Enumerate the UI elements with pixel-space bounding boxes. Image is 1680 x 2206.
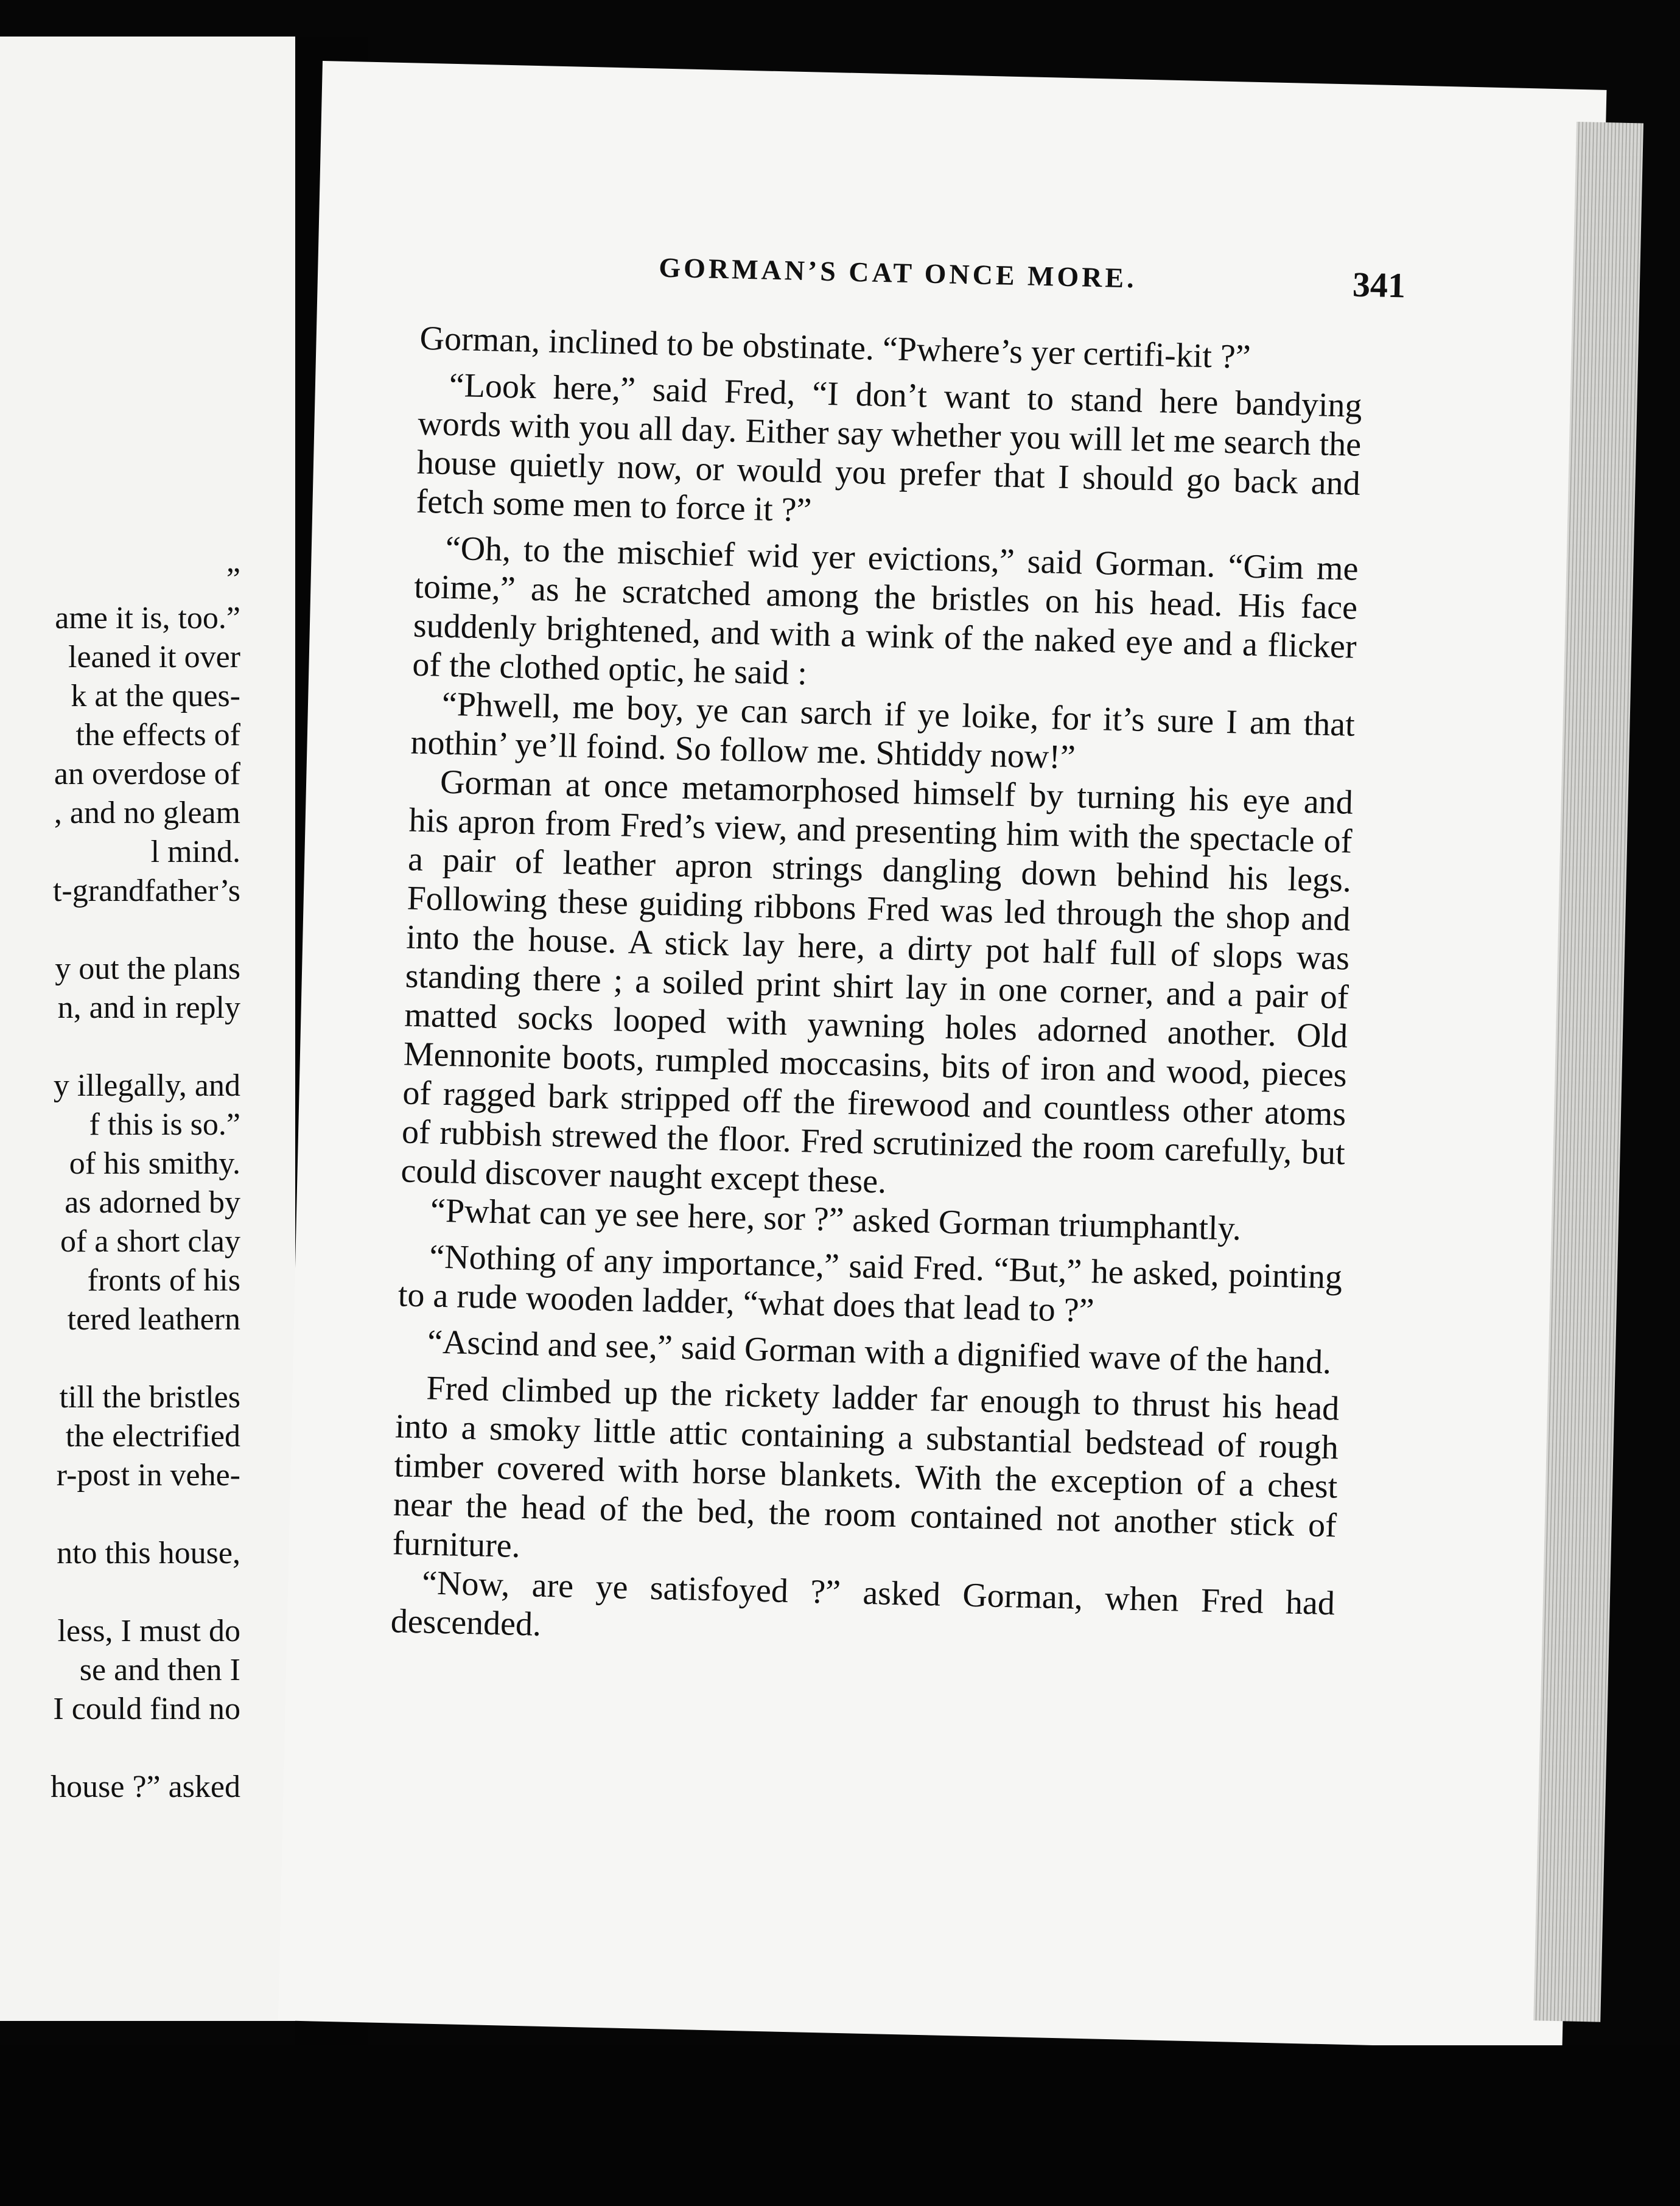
left-page-line: f this is so.” [89,1107,240,1142]
left-page-line: k at the ques- [71,679,240,713]
paragraph: “Pwhat can ye see here, sor ?” asked Gorman triumphantly. [430,1191,1242,1248]
paragraph: “Nothing of any importance,” said Fred. “But,” he asked, pointing to a rude wooden ladder, “what does that lead to ?” [397,1238,1343,1330]
paragraph: “Ascind and see,” said Gorman with a dignified wave of the hand. [427,1323,1332,1382]
paragraph: “Phwell, me boy, ye can sarch if ye loike, for it’s sure I am that nothin’ ye’ll foind. So follow me. Shtiddy now!” [410,685,1356,777]
left-page-line: house ?” asked [51,1770,240,1804]
left-page-line: the effects of [75,718,240,752]
left-page-line: an overdose of [54,757,240,791]
left-page-line: less, I must do [57,1614,240,1648]
running-head: GORMAN’S CAT ONCE MORE. [658,251,1138,294]
left-page-line: l mind. [150,835,240,869]
left-page-line: , and no gleam [54,796,240,830]
page-number: 341 [1352,264,1406,306]
left-page-line: tered leathern [67,1302,240,1337]
right-page [278,61,1607,2050]
left-page-line: till the bristles [59,1380,240,1415]
left-page-line: of a short clay [60,1224,240,1259]
left-page-line: as adorned by [65,1185,240,1220]
left-page-line: nto this house, [57,1536,240,1570]
left-page [0,37,295,2021]
left-page-line: t-grandfather’s [52,874,240,908]
left-page-line: I could find no [53,1692,240,1726]
left-page-line: the electrified [65,1419,240,1454]
left-page-line: fronts of his [87,1263,240,1298]
paragraph: Gorman at once metamorphosed himself by turning his eye and his apron from Fred’s view, and presenting him with the spectacle of a pair of leather apron strings dangling down behind his legs. Following these guiding ribbons Fred was led through the shop and into the house. A stick lay here, a dirty pot half full of slops was standing there ; a soiled print shirt lay in one corner, and a pair of matted socks looped with yawning holes adorned another. Old Mennonite boots, rumpled moccasins, bits of iron and wood, pieces of ragged bark stripped off the firewood and countless other atoms of rubbish strewed the floor. Fred scrutinized the room carefully, but could discover naught except these. [400,763,1354,1201]
left-page-line: y out the plans [55,951,240,986]
paragraph: “Oh, to the mischief wid yer evictions,” said Gorman. “Gim me toime,” as he scratched among the bristles on his head. His face suddenly brightened, and with a wink of the naked eye and a flicker of the clothed optic, he said : [411,529,1359,693]
left-page-line: y illegally, and [53,1068,240,1103]
paragraph: Gorman, inclined to be obstinate. “Pwhere’s yer certifi-kit ?” [419,319,1251,376]
left-page-line: leaned it over [68,640,240,674]
left-page-line: of his smithy. [69,1146,240,1181]
left-page-line: r-post in vehe- [56,1458,240,1493]
left-page-line: se and then I [79,1653,240,1687]
left-page-line: ame it is, too.” [55,601,240,636]
paragraph: Fred climbed up the rickety ladder far enough to thrust his head into a smoky little attic containing a substantial bedstead of rough timber covered with horse blankets. With the exception of a chest near the head of the bed, the room contained not another stick of furniture. [392,1369,1340,1565]
scan-border [0,2045,1680,2206]
paragraph: “Now, are ye satisfoyed ?” asked Gorman, when Fred had descended. [390,1564,1335,1644]
left-page-line: n, and in reply [57,990,240,1025]
left-page-line: ” [226,562,240,597]
paragraph: “Look here,” said Fred, “I don’t want to stand here bandying words with you all day. Either say whether you will let me search the house quietly now, or would you prefer that I should go back and fetch some men to force it ?” [415,366,1363,530]
body-text [390,319,1363,1662]
